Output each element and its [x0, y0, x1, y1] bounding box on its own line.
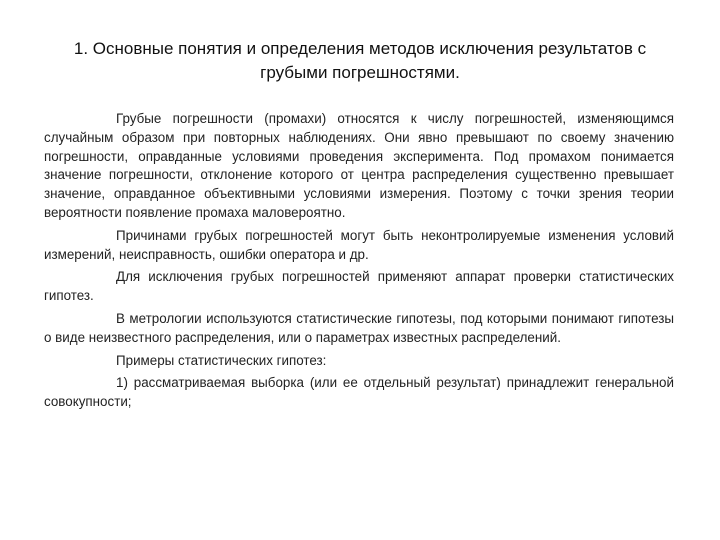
paragraph-causes: Причинами грубых погрешностей могут быть неконтролируемые изменения условий измерений, неисправность, ошибки оператора и др. — [44, 227, 674, 262]
slide-body — [44, 110, 674, 416]
paragraph-examples-heading: Примеры статистических гипотез: — [116, 352, 327, 368]
paragraph-example-1: 1) рассматриваемая выборка (или ее отдельный результат) принадлежит генеральной совокупности; — [44, 375, 674, 410]
paragraph-exclusion-method: Для исключения грубых погрешностей применяют аппарат проверки статистических гипотез. — [44, 269, 674, 304]
slide-title: 1. Основные понятия и определения методов исключения результатов с грубыми погрешностями. — [73, 39, 647, 82]
paragraph-gross-errors-definition: Грубые погрешности (промахи) относятся к числу погрешностей, изменяющимся случайным образом при повторных наблюдениях. Они явно превышают по своему значению погрешности, оправданные условиями проведения эксперимента. Под промахом понимается значение погрешности, отклонение которого от центра распределения существенно превышает значение, оправданное объективными условиями измерения. Поэтому с точки зрения теории вероятности появление промаха маловероятно. — [44, 111, 674, 220]
paragraph-statistical-hypotheses: В метрологии используются статистические гипотезы, под которыми понимают гипотезы о виде неизвестного распределения, или о параметрах известных распределений. — [44, 310, 674, 345]
